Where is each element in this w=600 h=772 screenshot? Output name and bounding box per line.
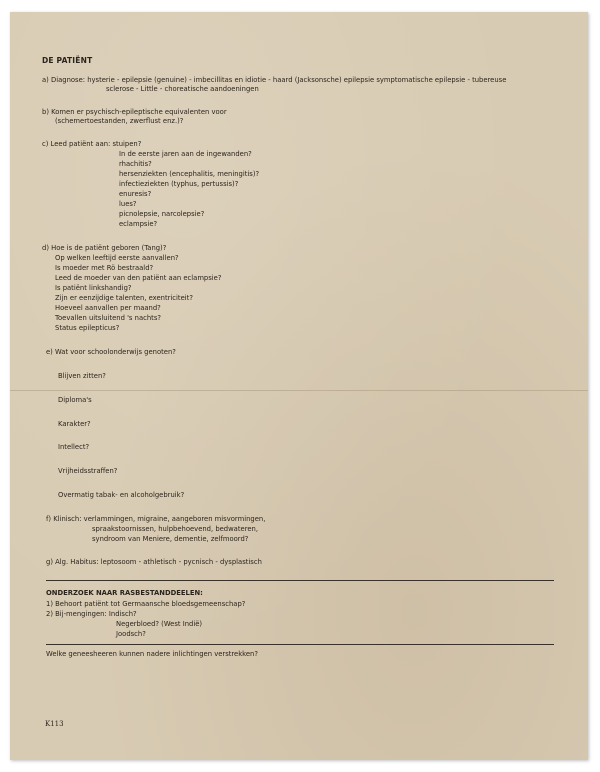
- onderzoek-line3: Negerbloed? (West Indië): [116, 620, 203, 628]
- footer-question: Welke geneesheeren kunnen nadere inlichtingen verstrekken?: [46, 650, 258, 658]
- section-d-item: Hoeveel aanvallen per maand?: [55, 304, 161, 312]
- section-b-line2: (schemertoestanden, zwerflust enz.)?: [55, 117, 184, 125]
- section-g-line1: g) Alg. Habitus: leptosoom - athletisch - pycnisch - dysplastisch: [46, 558, 262, 566]
- onderzoek-line1: 1) Behoort patiënt tot Germaansche bloedsgemeenschap?: [46, 600, 246, 608]
- form-code: K113: [45, 720, 64, 728]
- section-a-line2: sclerose - Little - choreatische aandoeningen: [106, 85, 259, 93]
- form-sheet: [10, 12, 588, 760]
- section-f-line3: syndroom van Meniere, dementie, zelfmoord?: [92, 535, 249, 543]
- section-d-line1: d) Hoe is de patiënt geboren (Tang)?: [42, 244, 167, 252]
- section-d-item: Zijn er eenzijdige talenten, exentriciteit?: [55, 294, 193, 302]
- section-a-line1: a) Diagnose: hysterie - epilepsie (genuine) - imbecillitas en idiotie - haard (Jacksonsche) epilepsie symptomatische epilepsie - tubereuse: [42, 76, 507, 84]
- section-f-line1: f) Klinisch: verlammingen, migraine, aangeboren misvormingen,: [46, 515, 266, 523]
- section-c-item: hersenziekten (encephalitis, meningitis)?: [119, 170, 260, 178]
- section-e-item: Intellect?: [58, 443, 90, 451]
- section-c-item: In de eerste jaren aan de ingewanden?: [119, 150, 252, 158]
- section-c-item: picnolepsie, narcolepsie?: [119, 210, 205, 218]
- section-e-item: Diploma's: [58, 396, 92, 404]
- section-e-item: Overmatig tabak- en alcoholgebruik?: [58, 491, 185, 499]
- section-f-line2: spraakstoornissen, hulpbehoevend, bedwateren,: [92, 525, 258, 533]
- section-d-item: Status epilepticus?: [55, 324, 120, 332]
- section-c-item: enuresis?: [119, 190, 152, 198]
- section-b-line1: b) Komen er psychisch-epileptische equivalenten voor: [42, 108, 227, 116]
- section-e-line1: e) Wat voor schoolonderwijs genoten?: [46, 348, 176, 356]
- section-e-item: Karakter?: [58, 420, 91, 428]
- onderzoek-line4: Joodsch?: [116, 630, 146, 638]
- section-d-item: Is patiënt linkshandig?: [55, 284, 132, 292]
- section-c-item: eclampsie?: [119, 220, 158, 228]
- section-c-item: lues?: [119, 200, 137, 208]
- section-c-line1: c) Leed patiënt aan: stuipen?: [42, 140, 142, 148]
- onderzoek-line2: 2) Bij-mengingen: Indisch?: [46, 610, 137, 618]
- section-c-item: rhachitis?: [119, 160, 152, 168]
- onderzoek-heading: ONDERZOEK NAAR RASBESTANDDEELEN:: [46, 589, 203, 597]
- divider: [46, 644, 554, 645]
- section-d-item: Is moeder met Rö bestraald?: [55, 264, 154, 272]
- section-c-item: infectieziekten (typhus, pertussis)?: [119, 180, 239, 188]
- section-d-item: Leed de moeder van den patiënt aan eclampsie?: [55, 274, 222, 282]
- section-d-item: Toevallen uitsluitend 's nachts?: [55, 314, 161, 322]
- section-e-item: Blijven zitten?: [58, 372, 106, 380]
- section-d-item: Op welken leeftijd eerste aanvallen?: [55, 254, 179, 262]
- page-title: DE PATIËNT: [42, 56, 93, 65]
- fold-line: [10, 390, 588, 391]
- divider: [46, 580, 554, 581]
- section-e-item: Vrijheidsstraffen?: [58, 467, 118, 475]
